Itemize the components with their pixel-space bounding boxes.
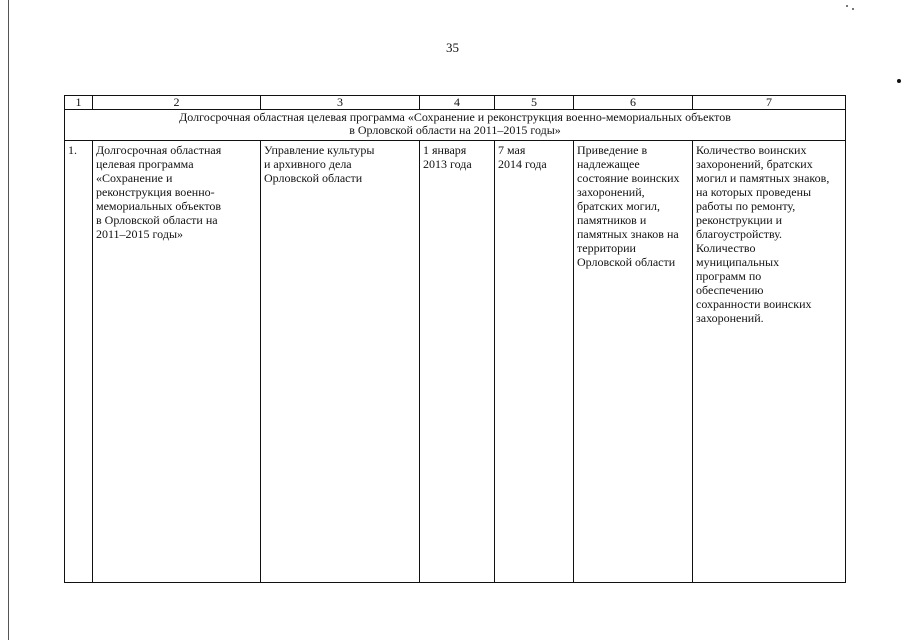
program-title: Долгосрочная областная целевая программа «Сохранение и реконструкция военно-мемориальных объектов в Орловской области на 2011–2015 годы» <box>65 110 846 141</box>
program-title-row <box>65 110 846 141</box>
column-header-6: 6 <box>574 96 693 110</box>
page-left-edge-line <box>8 0 9 640</box>
executor-cell: Управление культуры и архивного дела Орловской области <box>261 141 420 583</box>
column-header-3: 3 <box>261 96 420 110</box>
margin-bullet-mark <box>897 79 901 83</box>
scan-speck <box>852 8 854 10</box>
table-row <box>65 141 846 583</box>
end-date-cell: 7 мая 2014 года <box>495 141 574 583</box>
program-table <box>64 95 846 583</box>
program-name-cell: Долгосрочная областная целевая программа «Сохранение и реконструкция военно- мемориальных объектов в Орловской области на 2011–2015 годы» <box>93 141 261 583</box>
page-number: 35 <box>446 40 459 55</box>
row-number: 1. <box>65 141 93 583</box>
start-date-cell: 1 января 2013 года <box>420 141 495 583</box>
goal-cell: Приведение в надлежащее состояние воинских захоронений, братских могил, памятников и памятных знаков на территории Орловской области <box>574 141 693 583</box>
column-header-7: 7 <box>693 96 846 110</box>
column-header-2: 2 <box>93 96 261 110</box>
scan-speck <box>846 5 848 7</box>
column-header-1: 1 <box>65 96 93 110</box>
column-header-5: 5 <box>495 96 574 110</box>
column-header-4: 4 <box>420 96 495 110</box>
column-number-header-row <box>65 96 846 110</box>
indicators-cell: Количество воинских захоронений, братских могил и памятных знаков, на которых проведены работы по ремонту, реконструкции и благоустройству. Количество муниципальных программ по обеспечению сохранности воинских захоронений. <box>693 141 846 583</box>
